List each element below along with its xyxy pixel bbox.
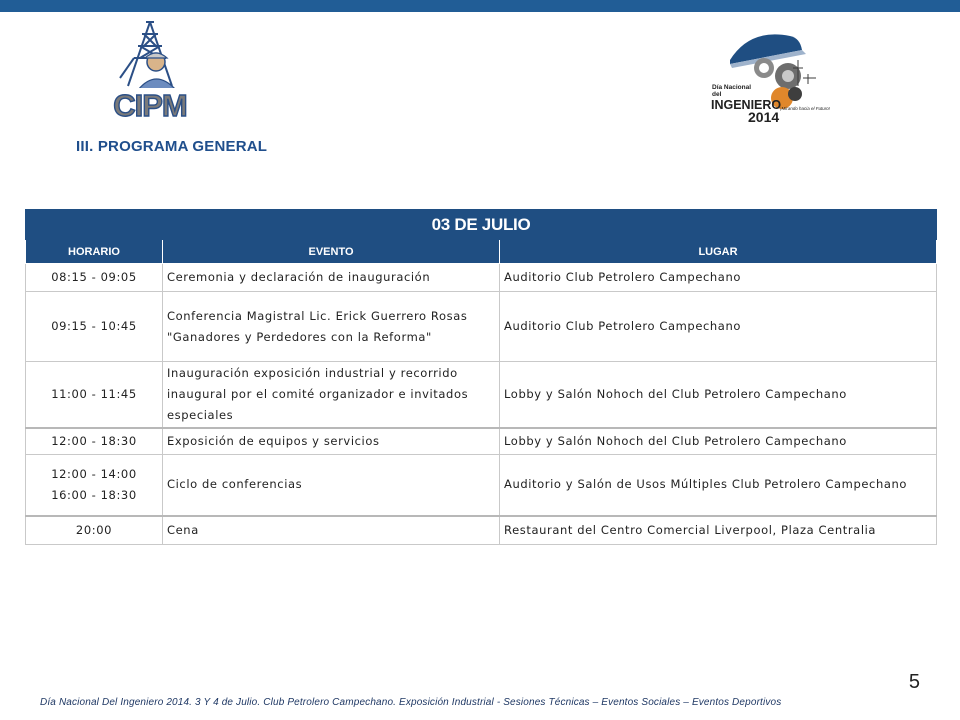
table-row: [26, 264, 937, 292]
row-event: Inauguración exposición industrial y recorrido inaugural por el comité organizador e invitados especiales: [163, 362, 500, 429]
row-event: Ciclo de conferencias: [163, 454, 500, 516]
row-event: Ceremonia y declaración de inauguración: [163, 264, 500, 292]
row-place: Lobby y Salón Nohoch del Club Petrolero Campechano: [500, 362, 937, 429]
row-event: Conferencia Magistral Lic. Erick Guerrero Rosas "Ganadores y Perdedores con la Reforma": [163, 292, 500, 362]
row-time: 11:00 - 11:45: [26, 362, 163, 429]
row-event: Cena: [163, 516, 500, 544]
table-row: [26, 516, 937, 544]
row-time: 08:15 - 09:05: [26, 264, 163, 292]
column-header-evento: EVENTO: [163, 240, 500, 264]
row-place: Auditorio y Salón de Usos Múltiples Club Petrolero Campechano: [500, 454, 937, 516]
section-title: III. PROGRAMA GENERAL: [76, 138, 268, 155]
row-place: Restaurant del Centro Comercial Liverpool, Plaza Centralia: [500, 516, 937, 544]
row-time: 09:15 - 10:45: [26, 292, 163, 362]
row-time: 12:00 - 18:30: [26, 428, 163, 454]
dia-nacional-ingeniero-logo: [690, 20, 840, 132]
column-header-lugar: LUGAR: [500, 240, 937, 264]
schedule-table: [25, 209, 937, 545]
row-time: 12:00 - 14:00 16:00 - 18:30: [26, 454, 163, 516]
table-row: [26, 454, 937, 516]
table-row: [26, 428, 937, 454]
schedule-date-heading: 03 DE JULIO: [26, 210, 937, 240]
row-event: Exposición de equipos y servicios: [163, 428, 500, 454]
top-accent-bar: [0, 0, 960, 12]
table-row: [26, 362, 937, 429]
row-place: Auditorio Club Petrolero Campechano: [500, 292, 937, 362]
row-time: 20:00: [26, 516, 163, 544]
column-header-horario: HORARIO: [26, 240, 163, 264]
row-place: Lobby y Salón Nohoch del Club Petrolero Campechano: [500, 428, 937, 454]
din-logo-year: 2014: [748, 109, 780, 125]
din-logo-line1: Día Nacional: [712, 84, 752, 91]
row-place: Auditorio Club Petrolero Campechano: [500, 264, 937, 292]
din-logo-line2: del: [712, 91, 722, 98]
cipm-logo-text: CIPM: [113, 88, 187, 122]
din-logo-tagline: ¡Mirando hacia el Futuro!: [780, 106, 831, 111]
page-number: 5: [908, 671, 920, 693]
din-logo-ingeniero: INGENIERO: [711, 98, 782, 112]
table-row: [26, 292, 937, 362]
cipm-logo: [100, 18, 200, 122]
footer-text: Día Nacional Del Ingeniero 2014. 3 Y 4 de Julio. Club Petrolero Campechano. Exposición Industrial - Sesiones Técnicas – Eventos Sociales – Eventos Deportivos: [40, 697, 782, 708]
